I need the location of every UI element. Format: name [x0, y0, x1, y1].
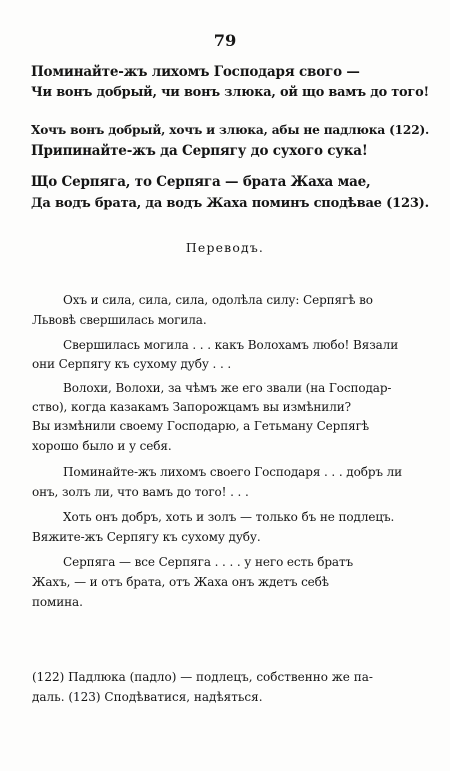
verse-line: Да водъ брата, да водъ Жаха поминъ сподѣвае (123). [31, 196, 429, 211]
translation-line: Жахъ, — и отъ брата, отъ Жаха онъ ждетъ себѣ [32, 575, 329, 589]
translation-line: хорошо было и у себя. [32, 439, 172, 453]
translation-line: Вы измѣнили своему Господарю, а Гетьману Серпягѣ [32, 419, 369, 433]
translation-line: Поминайте-жъ лихомъ своего Господаря . . . добръ ли [63, 465, 403, 479]
translation-line: Свершилась могила . . . какъ Волохамъ любо! Вязали [63, 338, 399, 352]
verse-line: Припинайте-жъ да Серпягу до сухого сука! [31, 143, 368, 159]
translation-heading: Переводъ. [185, 240, 265, 255]
translation-line: они Серпягу къ сухому дубу . . . [32, 357, 232, 371]
translation-line: Львовѣ свершилась могила. [32, 313, 207, 327]
verse-line: Чи вонъ добрый, чи вонъ злюка, ой що вамъ до того! [31, 85, 429, 100]
translation-line: Охъ и сила, сила, сила, одолѣла силу: Серпягѣ во [63, 293, 373, 307]
translation-line: помина. [32, 595, 83, 609]
translation-line: Вяжите-жъ Серпягу къ сухому дубу. [32, 530, 261, 544]
translation-line: Хоть онъ добръ, хоть и золъ — только бъ не подлецъ. [63, 510, 395, 524]
page-number: 79 [213, 31, 237, 50]
verse-line: Що Серпяга, то Серпяга — брата Жаха мае, [31, 174, 371, 190]
translation-line: Серпяга — все Серпяга . . . . у него есть братъ [63, 555, 354, 569]
translation-line: ство), когда казакамъ Запорожцамъ вы измѣнили? [32, 400, 351, 414]
footnote-line: даль. (123) Сподѣватися, надѣяться. [32, 690, 263, 704]
footnote-line: (122) Падлюка (падло) — подлецъ, собственно же па- [32, 670, 373, 684]
translation-line: Волохи, Волохи, за чѣмъ же его звали (на Господар- [63, 381, 392, 395]
verse-line: Хочъ вонъ добрый, хочъ и злюка, абы не падлюка (122). [31, 123, 430, 137]
verse-line: Поминайте-жъ лихомъ Господаря свого — [31, 64, 360, 80]
translation-line: онъ, золъ ли, что вамъ до того! . . . [32, 485, 249, 499]
